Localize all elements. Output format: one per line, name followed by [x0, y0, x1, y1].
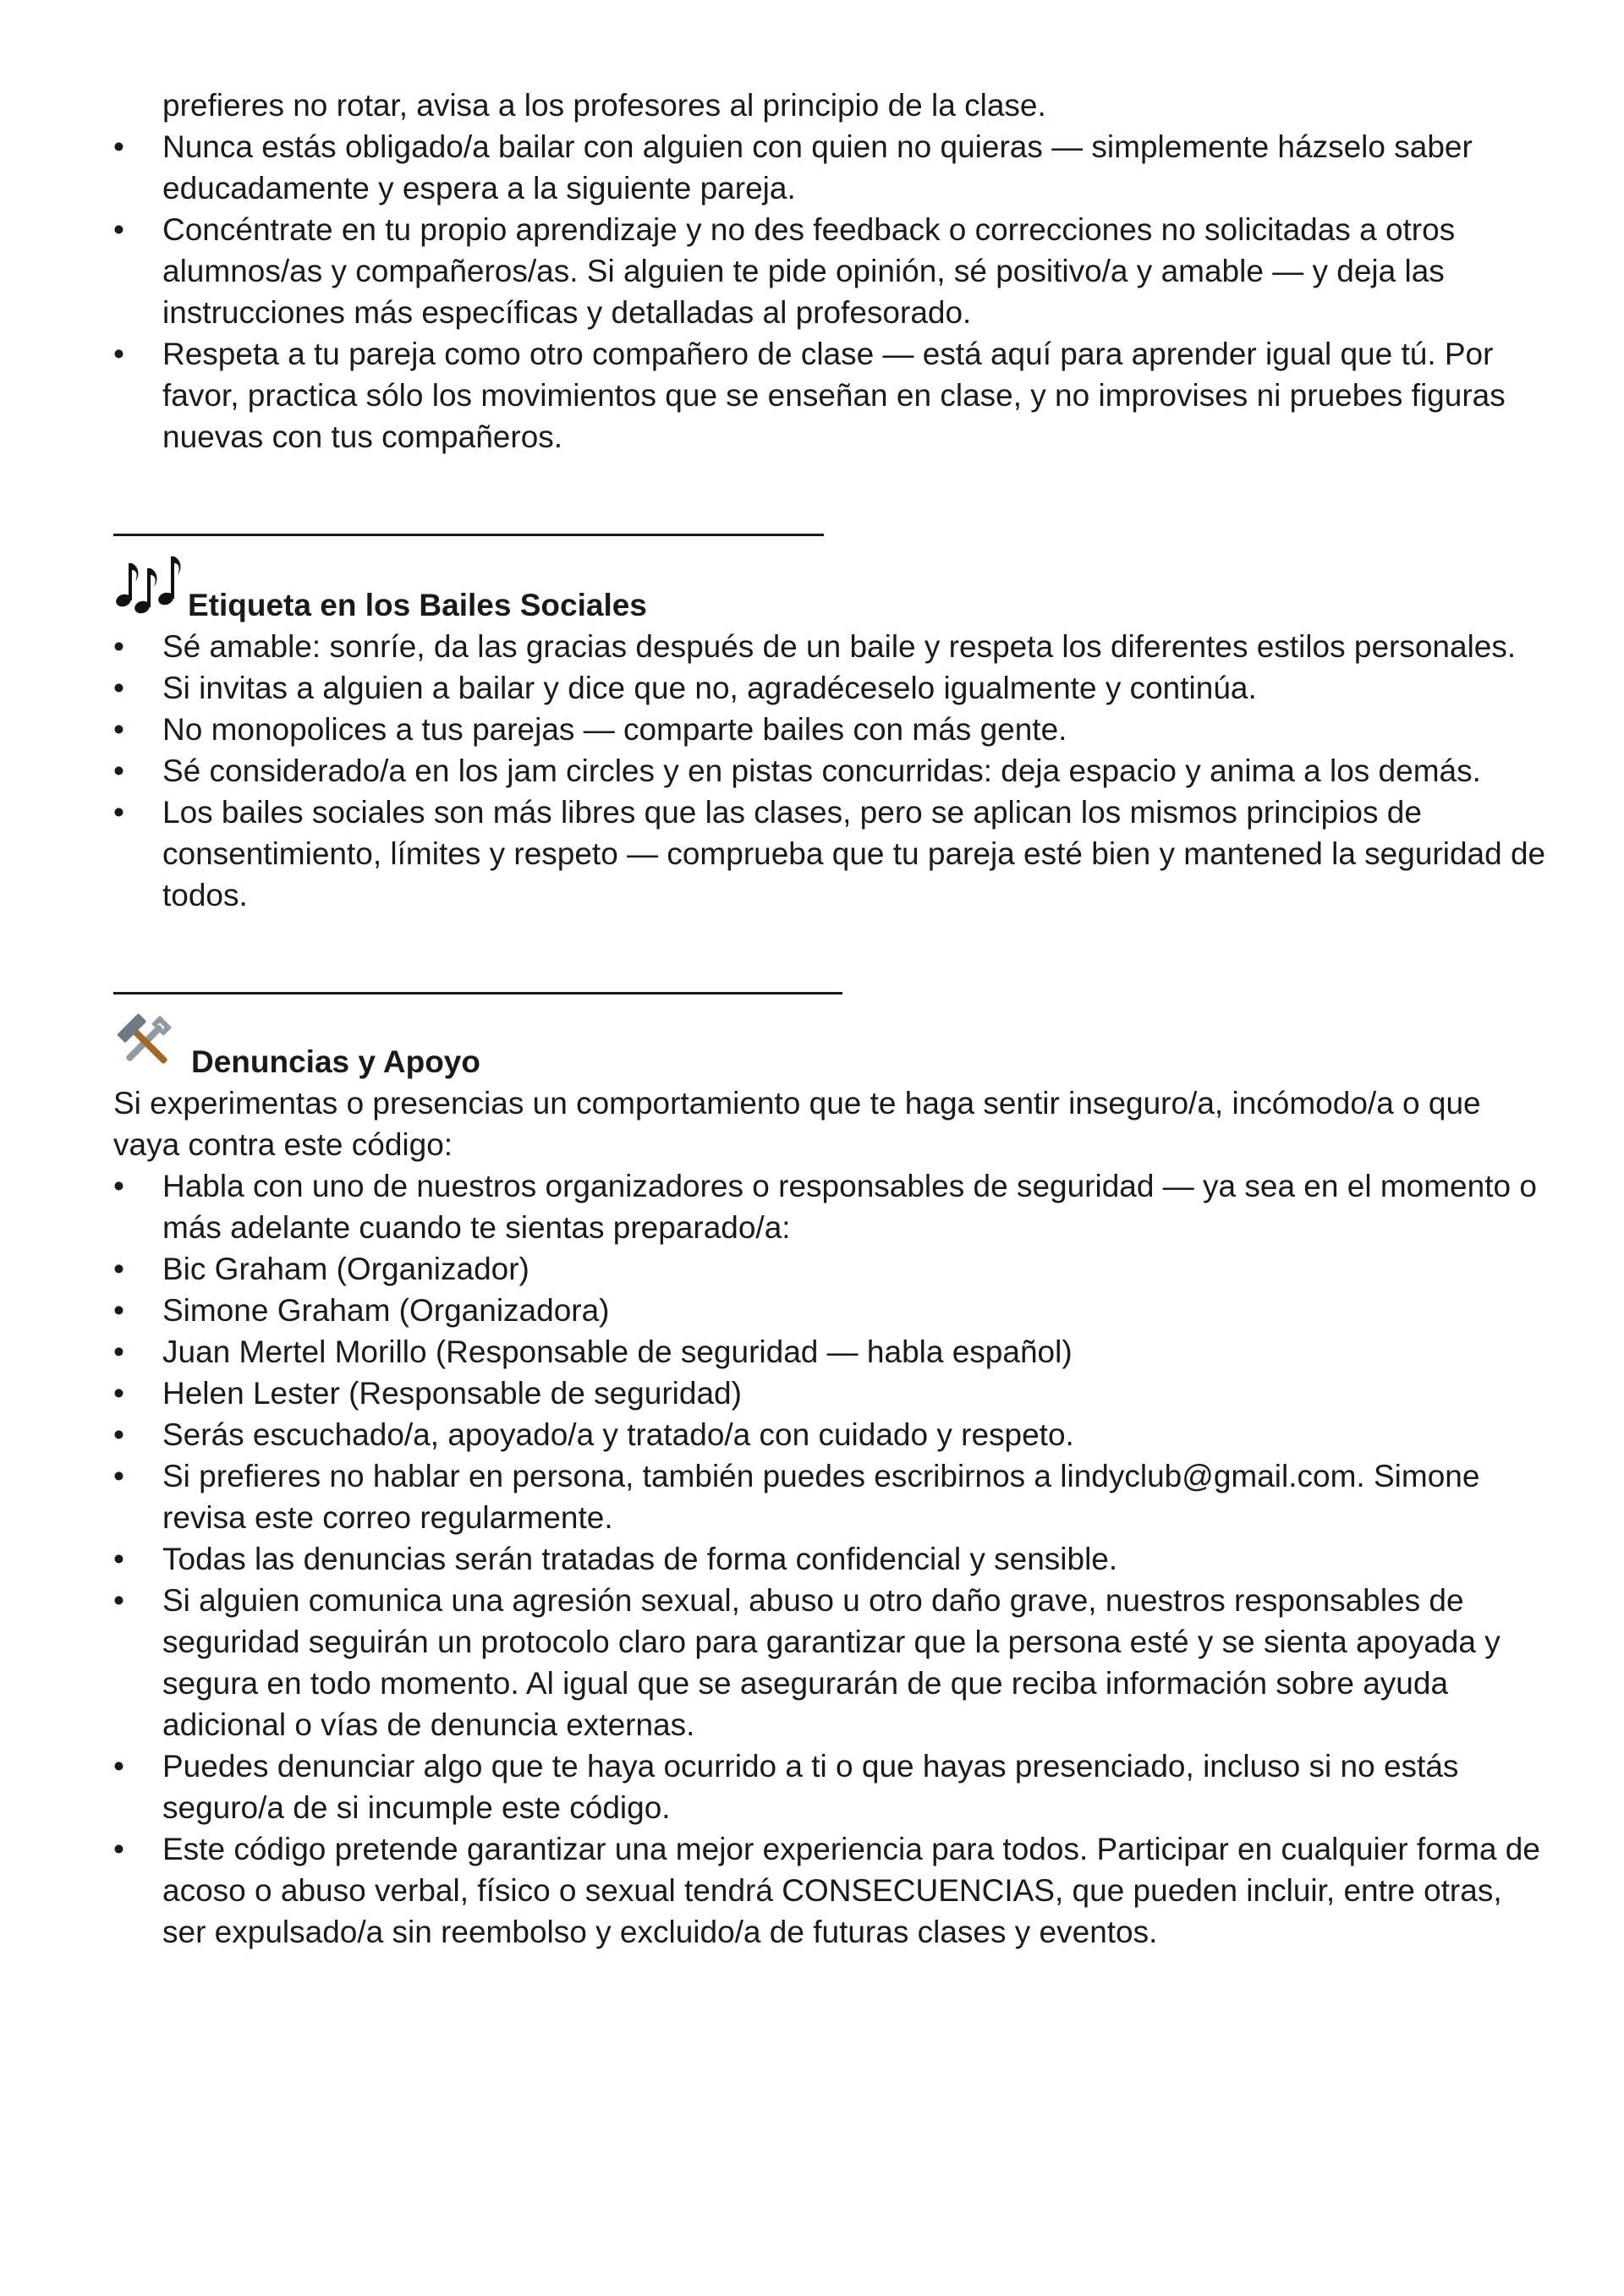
bullet-mark: • [113, 712, 124, 747]
list-item-text: Juan Mertel Morillo (Responsable de seguridad — habla español) [162, 1334, 1073, 1369]
intro-continuation: prefieres no rotar, avisa a los profesores al principio de la clase. [162, 88, 1046, 123]
hammer-and-wrench-icon [113, 1011, 178, 1082]
intro-list [113, 126, 1551, 458]
list-item-text: Helen Lester (Responsable de seguridad) [162, 1376, 742, 1411]
list-item [113, 1828, 1551, 1953]
section-title: Etiqueta en los Bailes Sociales [188, 588, 647, 622]
bullet-mark: • [113, 1459, 124, 1493]
list-item-text: Sé amable: sonríe, da las gracias después de un baile y respeta los diferentes estilos personales. [162, 629, 1517, 664]
list-item [113, 1580, 1551, 1745]
bullet-mark: • [113, 129, 124, 164]
bullet-mark: • [113, 1376, 124, 1411]
reports-list [113, 1165, 1551, 1953]
list-item [113, 709, 1551, 750]
section-heading-reports [113, 1011, 1551, 1082]
list-item-text: No monopolices a tus parejas — comparte bailes con más gente. [162, 712, 1067, 747]
list-item [113, 1538, 1551, 1580]
bullet-mark: • [113, 1417, 124, 1452]
bullet-mark: • [113, 1334, 124, 1369]
list-item-text: Sé considerado/a en los jam circles y en pistas concurridas: deja espacio y anima a los demás. [162, 753, 1481, 788]
bullet-mark: • [113, 629, 124, 664]
list-item-text: Simone Graham (Organizadora) [162, 1293, 610, 1328]
list-item-text: Puedes denunciar algo que te haya ocurrido a ti o que hayas presenciado, incluso si no estás seguro/a de si incumple este código. [162, 1749, 1459, 1825]
list-item [113, 1745, 1551, 1828]
section-divider [113, 534, 824, 536]
list-item [113, 626, 1551, 667]
list-item-text: Concéntrate en tu propio aprendizaje y no des feedback o correcciones no solicitadas a otros alumnos/as y compañeros/as. Si alguien te pide opinión, sé positivo/a y amable — y deja las instrucciones más específicas y detalladas al profesorado. [162, 212, 1456, 330]
document-page [113, 85, 1551, 1953]
list-item [113, 1165, 1551, 1248]
bullet-mark: • [113, 1169, 124, 1203]
list-item [113, 750, 1551, 792]
bullet-mark: • [113, 671, 124, 705]
list-item-text: Si prefieres no hablar en persona, también puedes escribirnos a lindyclub@gmail.com. Simone revisa este correo regularmente. [162, 1459, 1480, 1535]
list-item-text: Todas las denuncias serán tratadas de forma confidencial y sensible. [162, 1542, 1118, 1576]
bullet-mark: • [113, 1749, 124, 1784]
bullet-mark: • [113, 212, 124, 247]
bullet-mark: • [113, 1542, 124, 1576]
list-item-text: Los bailes sociales son más libres que las clases, pero se aplican los mismos principios de consentimiento, límites y respeto — comprueba que tu pareja esté bien y mantened la seguridad de todos. [162, 795, 1546, 912]
list-item-text: Respeta a tu pareja como otro compañero de clase — está aquí para aprender igual que tú. Por favor, practica sólo los movimientos que se enseñan en clase, y no improvises ni pruebes figuras nuevas con tus compañeros. [162, 337, 1506, 454]
list-item [113, 1290, 1551, 1331]
bullet-mark: • [113, 795, 124, 830]
bullet-mark: • [113, 1832, 124, 1866]
section-title: Denuncias y Apoyo [191, 1044, 480, 1079]
list-item [113, 1414, 1551, 1455]
list-item-text: Habla con uno de nuestros organizadores o responsables de seguridad — ya sea en el momento o más adelante cuando te sientas preparado/a: [162, 1169, 1537, 1245]
list-item [113, 1455, 1551, 1538]
bullet-mark: • [113, 1583, 124, 1618]
section-heading-social [113, 551, 1551, 626]
list-item [113, 792, 1551, 916]
list-item [113, 209, 1551, 333]
list-item-text: Serás escuchado/a, apoyado/a y tratado/a con cuidado y respeto. [162, 1417, 1074, 1452]
list-item [113, 1331, 1551, 1373]
list-item [113, 667, 1551, 709]
list-item [113, 333, 1551, 458]
social-list [113, 626, 1551, 916]
section-divider [113, 992, 842, 995]
musical-notes-icon [113, 551, 183, 626]
bullet-mark: • [113, 753, 124, 788]
list-item [113, 1248, 1551, 1290]
list-item-text: Bic Graham (Organizador) [162, 1252, 529, 1286]
list-item-text: Si invitas a alguien a bailar y dice que no, agradéceselo igualmente y continúa. [162, 671, 1257, 705]
reports-intro: Si experimentas o presencias un comportamiento que te haga sentir inseguro/a, incómodo/a o que vaya contra este código: [113, 1086, 1481, 1162]
list-item-text: Nunca estás obligado/a bailar con alguien con quien no quieras — simplemente házselo saber educadamente y espera a la siguiente pareja. [162, 129, 1473, 205]
bullet-mark: • [113, 337, 124, 371]
bullet-mark: • [113, 1293, 124, 1328]
list-item-text: Si alguien comunica una agresión sexual, abuso u otro daño grave, nuestros responsables de seguridad seguirán un protocolo claro para garantizar que la persona esté y se sienta apoyada y segura en todo momento. Al igual que se asegurarán de que reciba información sobre ayuda adicional o vías de denuncia externas. [162, 1583, 1501, 1742]
list-item-text: Este código pretende garantizar una mejor experiencia para todos. Participar en cualquier forma de acoso o abuso verbal, físico o sexual tendrá CONSECUENCIAS, que pueden incluir, entre otras, ser expulsado/a sin reembolso y excluido/a de futuras clases y eventos. [162, 1832, 1540, 1949]
bullet-mark: • [113, 1252, 124, 1286]
list-item [113, 126, 1551, 209]
list-item [113, 1373, 1551, 1414]
